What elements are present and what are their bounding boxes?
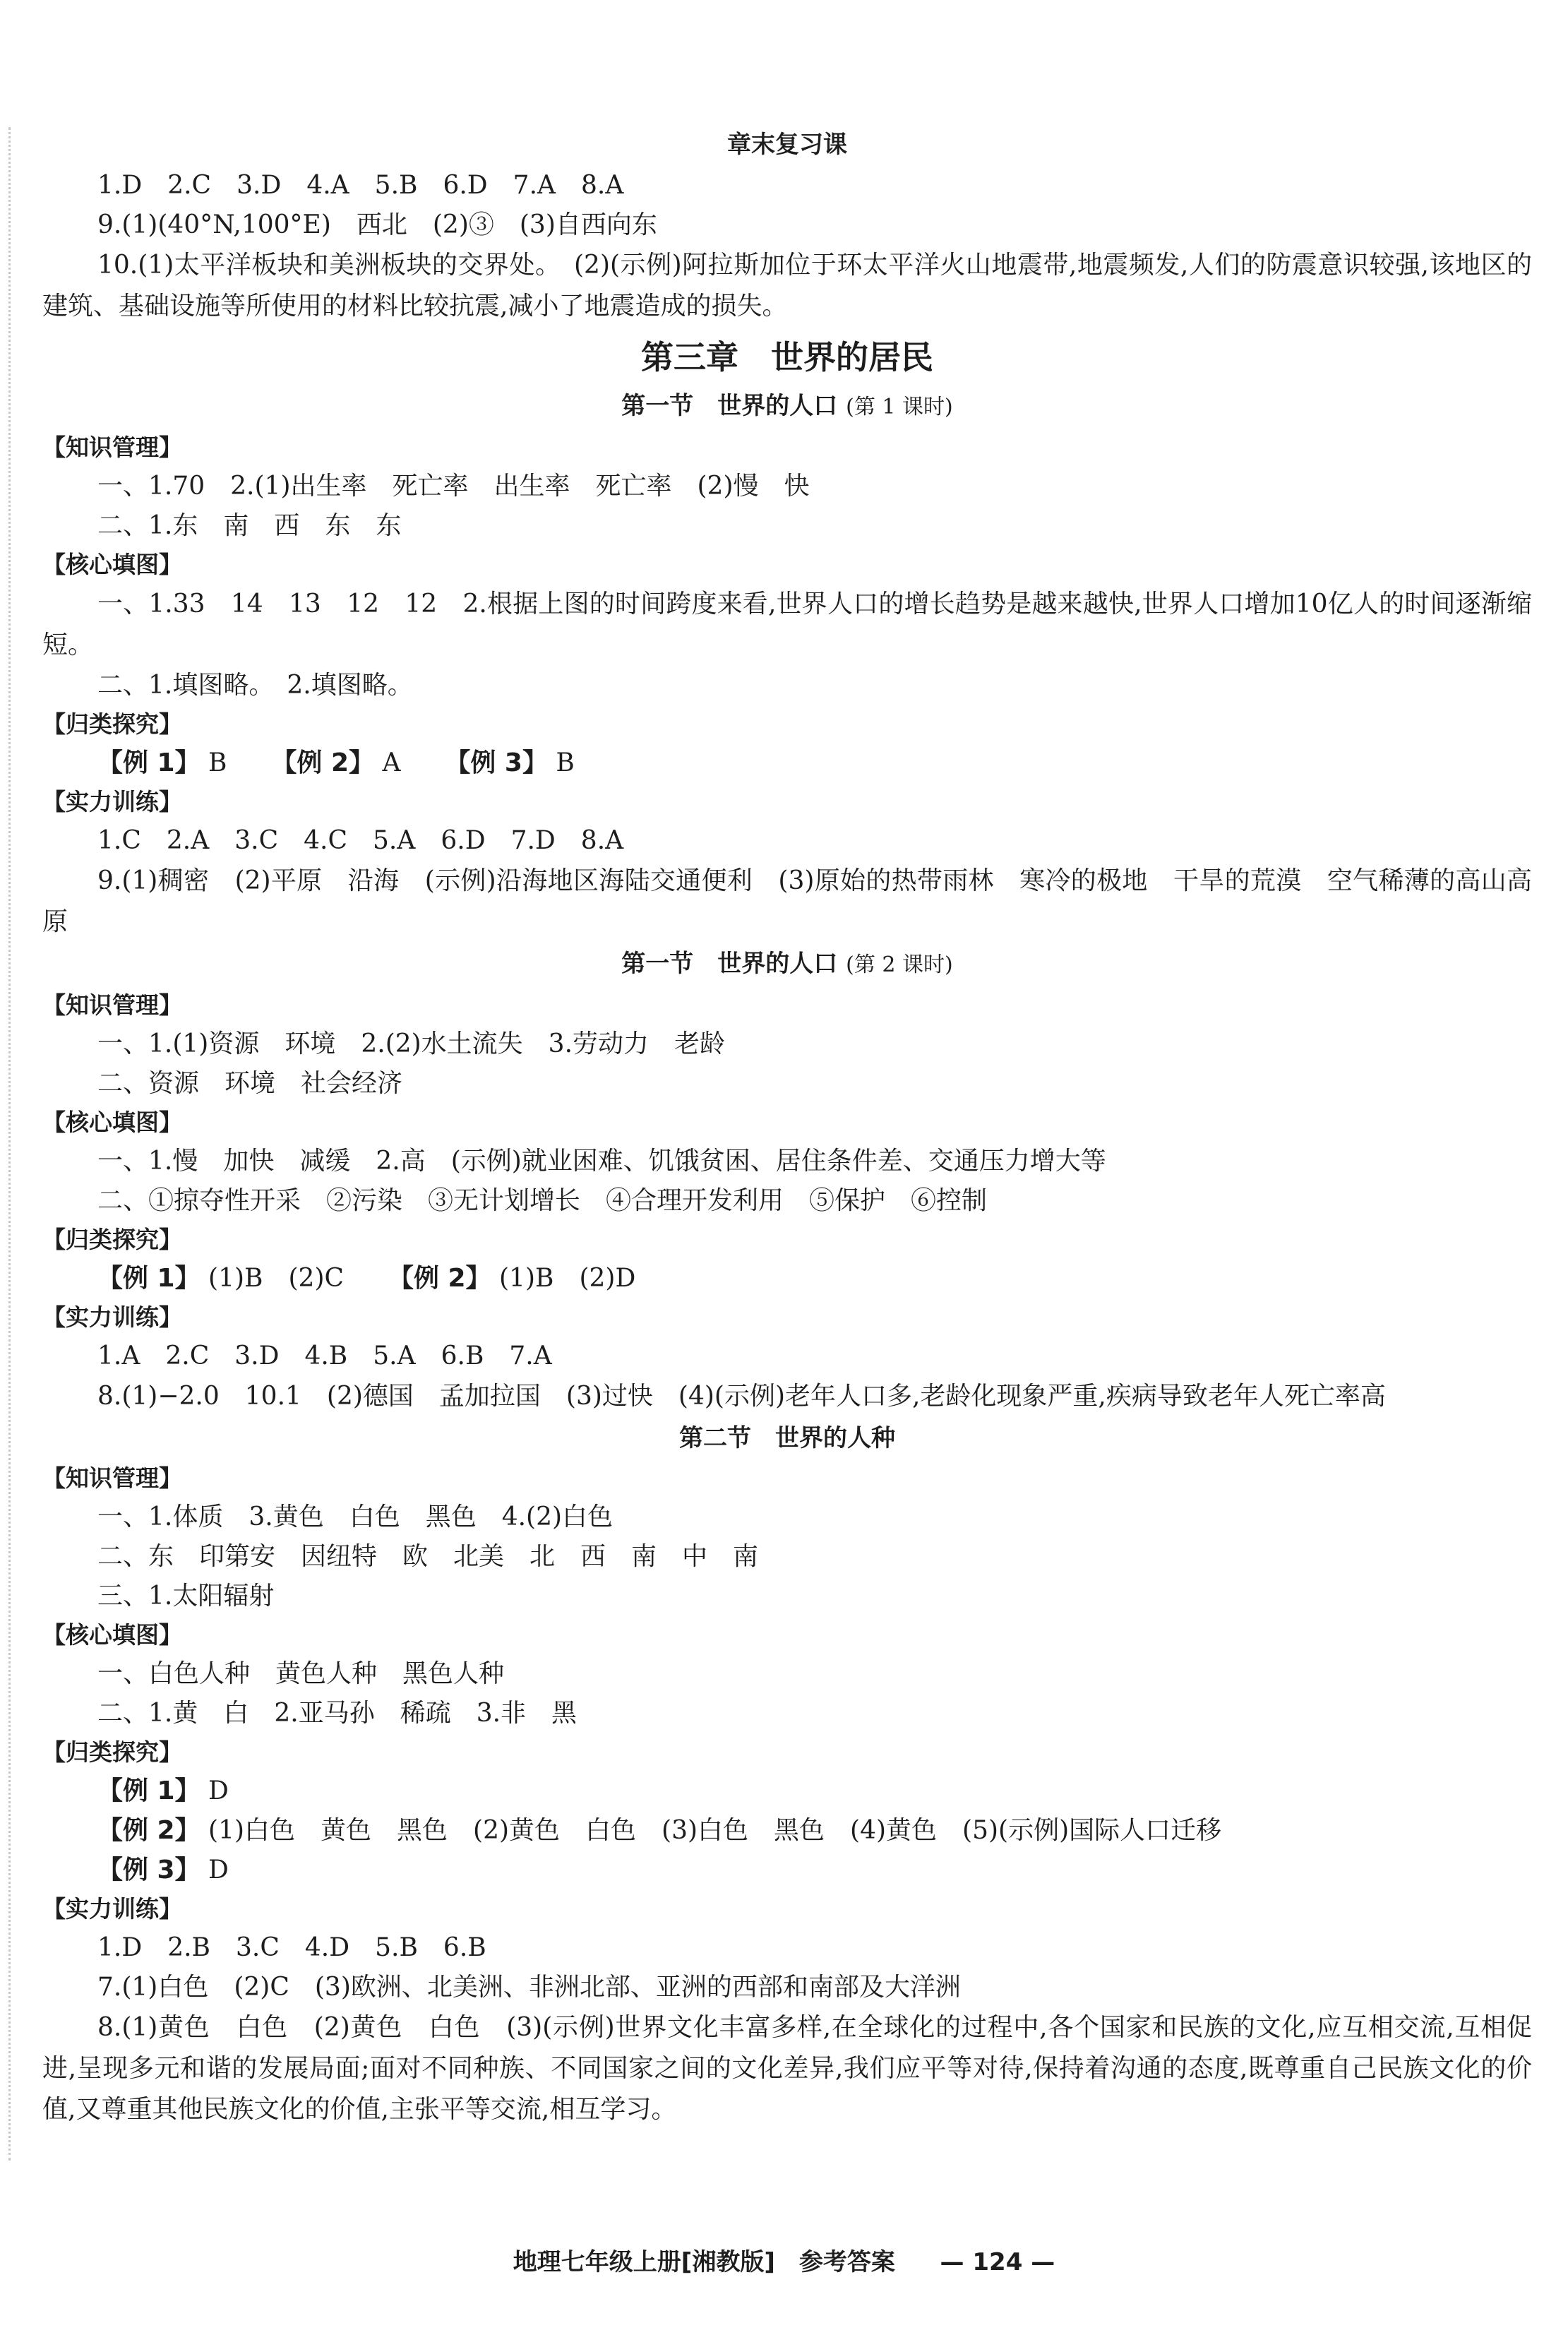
s2-heading-map: 【核心填图】 xyxy=(42,1109,182,1136)
s3-example-2-label: 【例 2】 xyxy=(97,1816,201,1845)
s2-practice-2: 8.(1)−2.0 10.1 (2)德国 孟加拉国 (3)过快 (4)(示例)老年人口多,老龄化现象严重,疾病导致老年人死亡率高 xyxy=(97,1382,1386,1411)
s2-examples xyxy=(42,1259,1532,1298)
s3-map-2: 二、1.黄 白 2.亚马孙 稀疏 3.非 黑 xyxy=(97,1699,577,1728)
s3-practice-1: 1.D 2.B 3.C 4.D 5.B 6.B xyxy=(97,1933,486,1962)
s3-example-3 xyxy=(42,1851,1532,1890)
section-2-title xyxy=(42,943,1532,986)
s1-heading-map: 【核心填图】 xyxy=(42,551,182,578)
s2-example-2-answer: (1)B (2)D xyxy=(499,1264,636,1293)
review-answer-10: 10.(1)太平洋板块和美洲板块的交界处。 (2)(示例)阿拉斯加位于环太平洋火山地震带,地震频发,人们的防震意识较强,该地区的建筑、基础设施等所使用的材料比较抗震,减小了地震造成的损失。 xyxy=(42,251,1532,321)
section-2-title-text: 第一节 世界的人口 xyxy=(621,950,838,978)
s1-example-3-label: 【例 3】 xyxy=(445,748,548,777)
section-2-lesson-note: (第 2 课时) xyxy=(846,952,953,977)
s3-example-1-label: 【例 1】 xyxy=(97,1776,201,1805)
s1-heading-practice: 【实力训练】 xyxy=(42,788,182,816)
s3-example-3-answer: D xyxy=(208,1856,229,1884)
s3-knowledge-2: 二、东 印第安 因纽特 欧 北美 北 西 南 中 南 xyxy=(97,1542,759,1571)
s1-practice-1: 1.C 2.A 3.C 4.C 5.A 6.D 7.D 8.A xyxy=(97,826,624,855)
section-1-title xyxy=(42,385,1532,429)
s1-example-3-answer: B xyxy=(556,748,575,777)
section-3-title: 第二节 世界的人种 xyxy=(679,1424,895,1452)
s1-example-1-answer: B xyxy=(208,748,227,777)
s3-example-2-answer: (1)白色 黄色 黑色 (2)黄色 白色 (3)白色 黑色 (4)黄色 (5)(示例)国际人口迁移 xyxy=(208,1816,1222,1845)
s1-heading-knowledge: 【知识管理】 xyxy=(42,434,182,461)
s2-practice-1: 1.A 2.C 3.D 4.B 5.A 6.B 7.A xyxy=(97,1342,552,1370)
s1-knowledge-2: 二、1.东 南 西 东 东 xyxy=(97,511,402,540)
s2-example-1-label: 【例 1】 xyxy=(97,1264,201,1293)
s3-heading-knowledge: 【知识管理】 xyxy=(42,1464,182,1492)
s3-example-3-label: 【例 3】 xyxy=(97,1856,201,1884)
s2-map-2: 二、①掠夺性开采 ②污染 ③无计划增长 ④合理开发利用 ⑤保护 ⑥控制 xyxy=(97,1186,988,1215)
s3-example-1 xyxy=(42,1772,1532,1811)
s2-example-2-label: 【例 2】 xyxy=(388,1264,491,1293)
review-title: 章末复习课 xyxy=(727,131,847,159)
s3-knowledge-3: 三、1.太阳辐射 xyxy=(97,1582,275,1611)
s1-practice-2: 9.(1)稠密 (2)平原 沿海 (示例)沿海地区海陆交通便利 (3)原始的热带雨林 寒冷的极地 干旱的荒漠 空气稀薄的高山高原 xyxy=(42,866,1532,936)
s2-heading-explore: 【归类探究】 xyxy=(42,1226,182,1253)
s1-map-1: 一、1.33 14 13 12 12 2.根据上图的时间跨度来看,世界人口的增长趋势是越来越快,世界人口增加10亿人的时间逐渐缩短。 xyxy=(42,590,1532,659)
s2-heading-practice: 【实力训练】 xyxy=(42,1303,182,1331)
s1-example-2-answer: A xyxy=(382,748,401,777)
s2-map-1: 一、1.慢 加快 减缓 2.高 (示例)就业困难、饥饿贫困、居住条件差、交通压力增大等 xyxy=(97,1147,1106,1176)
s1-heading-explore: 【归类探究】 xyxy=(42,710,182,738)
s2-knowledge-2: 二、资源 环境 社会经济 xyxy=(97,1069,403,1098)
s1-examples xyxy=(42,743,1532,783)
page-footer xyxy=(0,2242,1568,2277)
s3-heading-map: 【核心填图】 xyxy=(42,1621,182,1649)
s2-example-1-answer: (1)B (2)C xyxy=(208,1264,345,1293)
chapter-title: 第三章 世界的居民 xyxy=(641,338,933,376)
s2-knowledge-1: 一、1.(1)资源 环境 2.(2)水土流失 3.劳动力 老龄 xyxy=(97,1029,726,1058)
answer-page xyxy=(42,124,1532,2130)
s3-practice-3: 8.(1)黄色 白色 (2)黄色 白色 (3)(示例)世界文化丰富多样,在全球化的过程中,各个国家和民族的文化,应互相交流,互相促进,呈现多元和谐的发展局面;面对不同种族、不同国家之间的文化差异,我们应平等对待,保持着沟通的态度,既尊重自己民族文化的价值,又尊重其他民族文化的价值,主张平等交流,相互学习。 xyxy=(42,2013,1532,2124)
s1-example-2-label: 【例 2】 xyxy=(271,748,375,777)
review-answers-1: 1.D 2.C 3.D 4.A 5.B 6.D 7.A 8.A xyxy=(97,171,624,200)
s3-map-1: 一、白色人种 黄色人种 黑色人种 xyxy=(97,1659,505,1688)
s3-knowledge-1: 一、1.体质 3.黄色 白色 黑色 4.(2)白色 xyxy=(97,1502,614,1531)
s2-heading-knowledge: 【知识管理】 xyxy=(42,991,182,1019)
s1-map-2: 二、1.填图略。 2.填图略。 xyxy=(97,671,413,700)
s3-heading-practice: 【实力训练】 xyxy=(42,1895,182,1923)
binding-margin-line xyxy=(8,127,11,2161)
page-number: — 124 — xyxy=(940,2248,1055,2276)
s3-heading-explore: 【归类探究】 xyxy=(42,1738,182,1766)
footer-book-title: 地理七年级上册[湘教版] 参考答案 xyxy=(513,2248,895,2276)
s3-practice-2: 7.(1)白色 (2)C (3)欧洲、北美洲、非洲北部、亚洲的西部和南部及大洋洲 xyxy=(97,1973,961,2002)
s3-example-2 xyxy=(42,1811,1532,1851)
s1-example-1-label: 【例 1】 xyxy=(97,748,201,777)
review-answers-2: 9.(1)(40°N,100°E) 西北 (2)③ (3)自西向东 xyxy=(97,210,657,239)
section-1-title-text: 第一节 世界的人口 xyxy=(621,392,838,420)
section-1-lesson-note: (第 1 课时) xyxy=(846,395,953,419)
s1-knowledge-1: 一、1.70 2.(1)出生率 死亡率 出生率 死亡率 (2)慢 快 xyxy=(97,472,810,501)
s3-example-1-answer: D xyxy=(208,1776,229,1805)
